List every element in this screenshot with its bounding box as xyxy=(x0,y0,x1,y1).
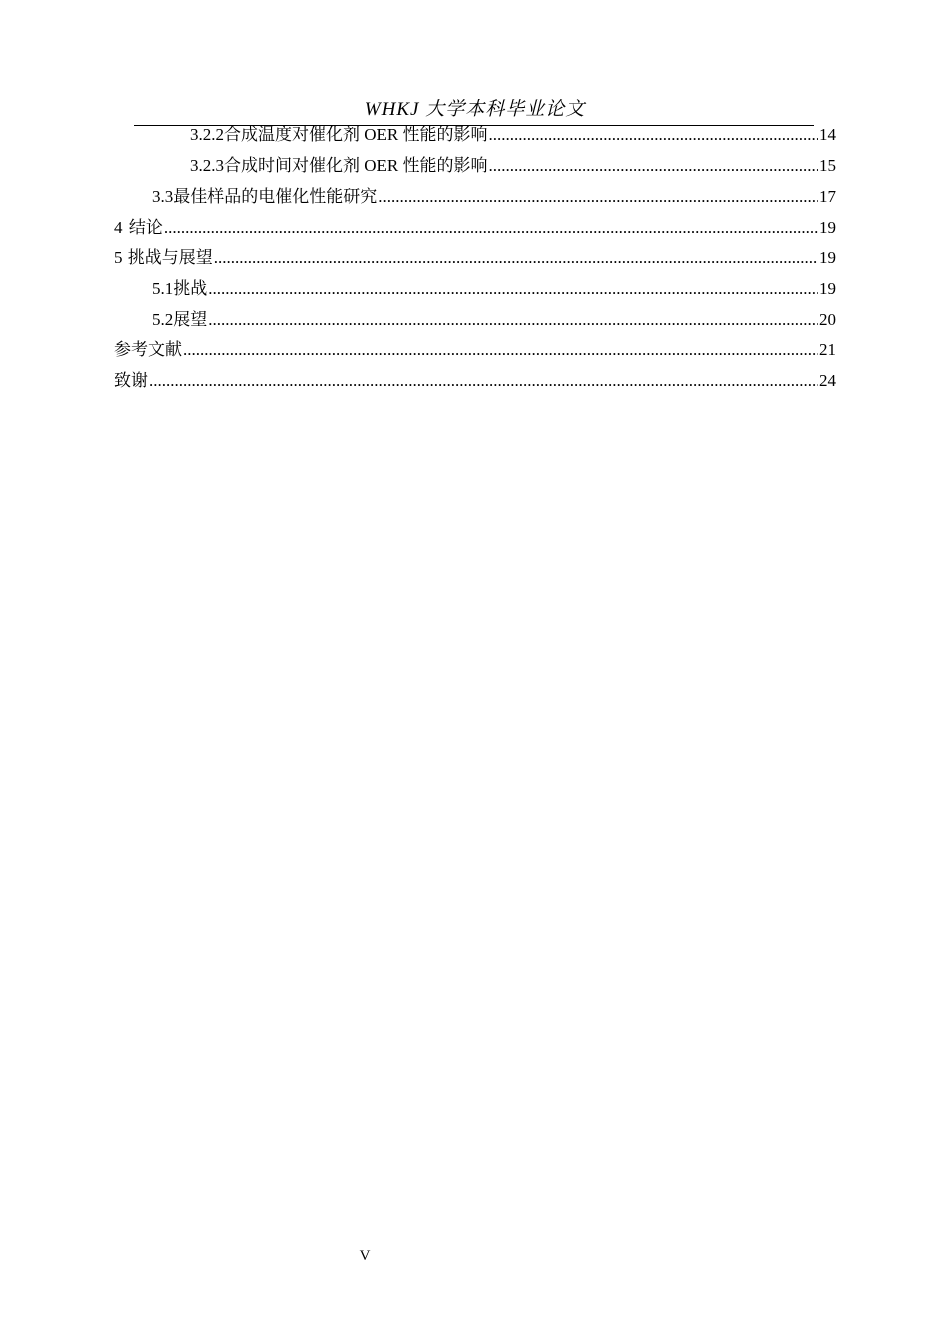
toc-entry-3-2-3[interactable] xyxy=(190,155,836,177)
toc-leader-dots xyxy=(149,370,818,392)
toc-entry-acknowledgements[interactable] xyxy=(114,370,836,392)
page-header: WHKJ 大学本科毕业论文 xyxy=(364,99,586,120)
toc-entry-page: 20 xyxy=(819,310,836,329)
toc-entry-4[interactable] xyxy=(114,217,836,239)
toc-leader-dots xyxy=(489,155,819,177)
toc-entry-title: 参考文献 xyxy=(114,340,182,359)
toc-entry-number: 3.2.3 xyxy=(190,156,224,175)
toc-entry-number: 3.2.2 xyxy=(190,125,224,144)
toc-entry-title: 结论 xyxy=(128,218,163,237)
toc-entry-5-2[interactable] xyxy=(152,309,836,331)
toc-leader-dots xyxy=(164,217,818,239)
toc-entry-5[interactable] xyxy=(114,247,836,269)
toc-leader-dots xyxy=(214,247,818,269)
toc-entry-page: 21 xyxy=(819,340,836,359)
toc-entry-references[interactable] xyxy=(114,339,836,361)
toc-leader-dots xyxy=(208,309,818,331)
toc-entry-number: 5.2 xyxy=(152,310,174,329)
toc-entry-page: 14 xyxy=(819,125,836,144)
toc-entry-number: 5.1 xyxy=(152,279,174,298)
toc-entry-page: 19 xyxy=(819,248,836,267)
toc-entry-page: 17 xyxy=(819,187,836,206)
toc-entry-page: 24 xyxy=(819,371,836,390)
toc-leader-dots xyxy=(378,186,818,208)
toc-entry-title: 致谢 xyxy=(114,371,148,390)
toc-entry-page: 19 xyxy=(819,279,836,298)
toc-entry-number: 4 xyxy=(114,218,123,237)
toc-entry-page: 15 xyxy=(819,156,836,175)
toc-entry-3-3[interactable] xyxy=(152,186,836,208)
toc-entry-title: 合成温度对催化剂 OER 性能的影响 xyxy=(224,125,488,144)
toc-entry-title: 合成时间对催化剂 OER 性能的影响 xyxy=(224,156,488,175)
page-number: V xyxy=(359,1248,371,1264)
toc-leader-dots xyxy=(183,339,818,361)
toc-entry-3-2-2[interactable] xyxy=(190,124,836,146)
toc-entry-5-1[interactable] xyxy=(152,278,836,300)
toc-entry-title: 挑战 xyxy=(173,279,208,298)
toc-entry-title: 最佳样品的电催化性能研究 xyxy=(173,187,378,206)
toc-entry-title: 挑战与展望 xyxy=(127,248,213,267)
toc-entry-number: 3.3 xyxy=(152,187,174,206)
toc-entry-title: 展望 xyxy=(173,310,208,329)
toc-entry-page: 19 xyxy=(819,218,836,237)
toc-entry-number: 5 xyxy=(114,248,123,267)
toc-leader-dots xyxy=(489,124,819,146)
toc-leader-dots xyxy=(208,278,818,300)
